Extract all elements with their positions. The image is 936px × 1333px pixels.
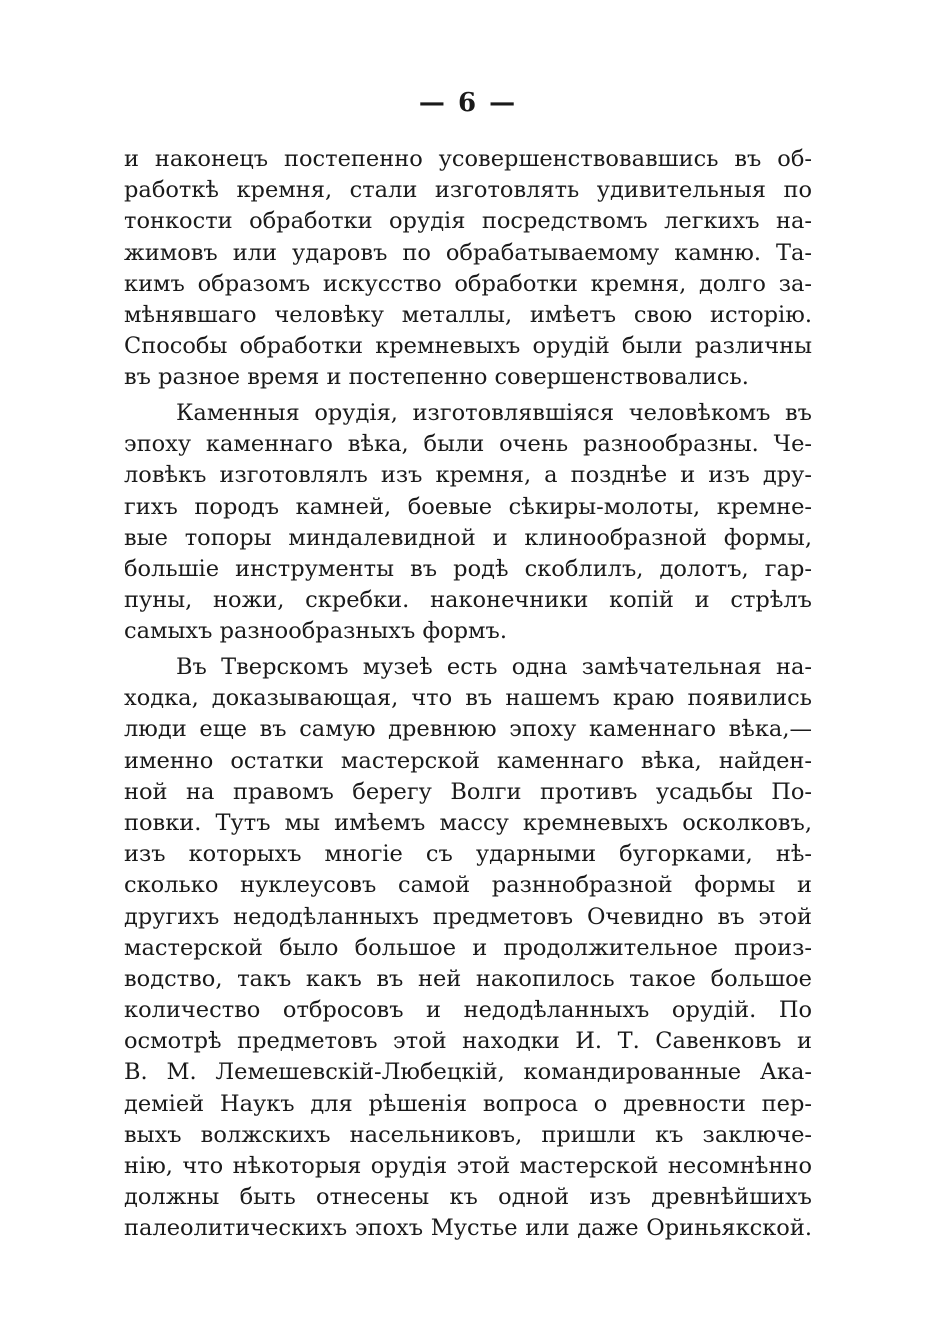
- paragraph-3: [124, 652, 812, 1245]
- text-line: В. М. Лемешевскій-Любецкій, командированные Ака-: [124, 1059, 812, 1086]
- text-line: кимъ образомъ искусство обработки кремня, долго за-: [124, 270, 812, 297]
- text-line: изъ которыхъ многіе съ ударными бугорками, нѣ-: [124, 841, 812, 868]
- text-line: ходка, доказывающая, что въ нашемъ краю появились: [124, 685, 812, 712]
- text-line: палеолитическихъ эпохъ Мустье или даже Ориньякской.: [124, 1215, 812, 1242]
- text-line: тонкости обработки орудія посредствомъ легкихъ на-: [124, 208, 812, 235]
- text-line: должны быть отнесены къ одной изъ древнѣйшихъ: [124, 1184, 812, 1211]
- text-line: въ разное время и постепенно совершенствовались.: [124, 364, 749, 391]
- text-line: ловѣкъ изготовлялъ изъ кремня, а позднѣе и изъ дру-: [124, 462, 812, 489]
- text-line: именно остатки мастерской каменнаго вѣка, найден-: [124, 747, 812, 774]
- paragraph-1: [124, 144, 812, 394]
- text-line: сколько нуклеусовъ самой разннобразной формы и: [124, 872, 812, 899]
- text-line: мѣнявшаго человѣку металлы, имѣетъ свою исторію.: [124, 301, 812, 328]
- page-number: — 6 —: [418, 88, 518, 118]
- text-line: Способы обработки кремневыхъ орудій были различны: [124, 333, 812, 360]
- text-line: Каменныя орудія, изготовлявшіяся человѣкомъ въ: [176, 400, 812, 426]
- text-line: осмотрѣ предметовъ этой находки И. Т. Савенковъ и: [124, 1028, 812, 1055]
- text-line: люди еще въ самую древнюю эпоху каменнаго вѣка,—: [124, 716, 812, 743]
- text-line: другихъ недодѣланныхъ предметовъ Очевидно въ этой: [124, 903, 812, 930]
- text-line: нію, что нѣкоторыя орудія этой мастерской несомнѣнно: [124, 1153, 812, 1179]
- text-line: выхъ волжскихъ насельниковъ, пришли къ заключе-: [124, 1121, 812, 1148]
- text-line: жимовъ или ударовъ по обрабатываемому камню. Та-: [124, 239, 812, 266]
- text-line: повки. Тутъ мы имѣемъ массу кремневыхъ осколковъ,: [124, 809, 812, 836]
- text-line: эпоху каменнаго вѣка, были очень разнообразны. Че-: [124, 431, 812, 458]
- text-line: количество отбросовъ и недодѣланныхъ орудій. По: [124, 997, 812, 1024]
- text-line: водство, такъ какъ въ ней накопилось такое большое: [124, 965, 812, 992]
- text-line: работкѣ кремня, стали изготовлять удивительныя по: [124, 177, 812, 204]
- text-line: мастерской было большое и продолжительное произ-: [124, 934, 812, 961]
- text-line: деміей Наукъ для рѣшенія вопроса о древности пер-: [124, 1090, 812, 1117]
- text-line: пуны, ножи, скребки. наконечники копій и стрѣлъ: [124, 587, 812, 614]
- text-line: самыхъ разнообразныхъ формъ.: [124, 618, 507, 645]
- text-line: вые топоры миндалевидной и клинообразной формы,: [124, 524, 812, 551]
- paragraph-2: [124, 398, 812, 648]
- text-line: Въ Тверскомъ музеѣ есть одна замѣчательная на-: [176, 654, 812, 680]
- text-line: гихъ породъ камней, боевые сѣкиры-молоты, кремне-: [124, 493, 812, 520]
- text-line: и наконецъ постепенно усовершенствовавшись въ об-: [124, 146, 812, 172]
- text-line: ной на правомъ берегу Волги противъ усадьбы По-: [124, 778, 812, 805]
- text-line: большіе инструменты въ родѣ скоблилъ, долотъ, гар-: [124, 555, 812, 582]
